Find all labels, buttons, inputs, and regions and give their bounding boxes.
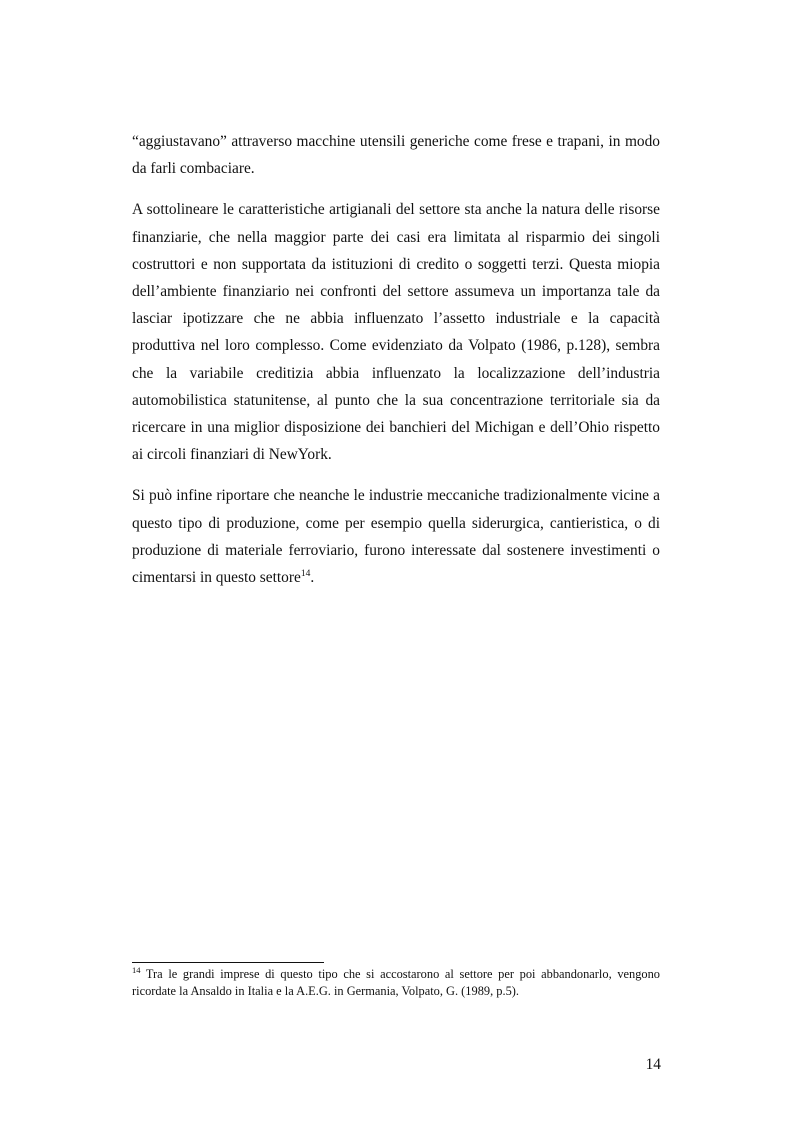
paragraph-2: A sottolineare le caratteristiche artigianali del settore sta anche la natura delle risorse finanziarie, che nella maggior parte dei casi era limitata al risparmio dei singoli costruttori e non supportata da istituzioni di credito o soggetti terzi. Questa miopia dell’ambiente finanziario nei confronti del settore assumeva un importanza tale da lasciar ipotizzare che ne abbia influenzato l’assetto industriale e la capacità produttiva nel loro complesso. Come evidenziato da Volpato (1986, p.128), sembra che la variabile creditizia abbia influenzato la localizzazione dell’industria automobilistica statunitense, al punto che la sua concentrazione territoriale sia da ricercare in una miglior disposizione dei banchieri del Michigan e dell’Ohio rispetto ai circoli finanziari di NewYork. — [132, 201, 660, 464]
paragraph-3 — [132, 482, 660, 591]
footnote — [132, 966, 660, 1000]
page-number: 14 — [645, 1056, 661, 1073]
footnote-separator — [132, 962, 324, 963]
paragraph-1: “aggiustavano” attraverso macchine utensili generiche come frese e trapani, in modo da farli combaciare. — [132, 133, 660, 178]
footnote-text: Tra le grandi imprese di questo tipo che si accostarono al settore per poi abbandonarlo, vengono ricordate la Ansaldo in Italia e la A.E.G. in Germania, Volpato, G. (1989, p.5). — [132, 967, 660, 998]
paragraph-3-end: . — [310, 569, 315, 587]
footnote-number: 14 — [132, 964, 141, 975]
footnote-reference[interactable]: 14 — [300, 568, 311, 579]
paragraph-3-text: Si può infine riportare che neanche le industrie meccaniche tradizionalmente vicine a questo tipo di produzione, come per esempio quella siderurgica, cantieristica, o di produzione di materiale ferroviario, furono interessate dal sostenere investimenti o cimentarsi in questo settore — [132, 487, 660, 587]
main-text — [132, 128, 660, 605]
